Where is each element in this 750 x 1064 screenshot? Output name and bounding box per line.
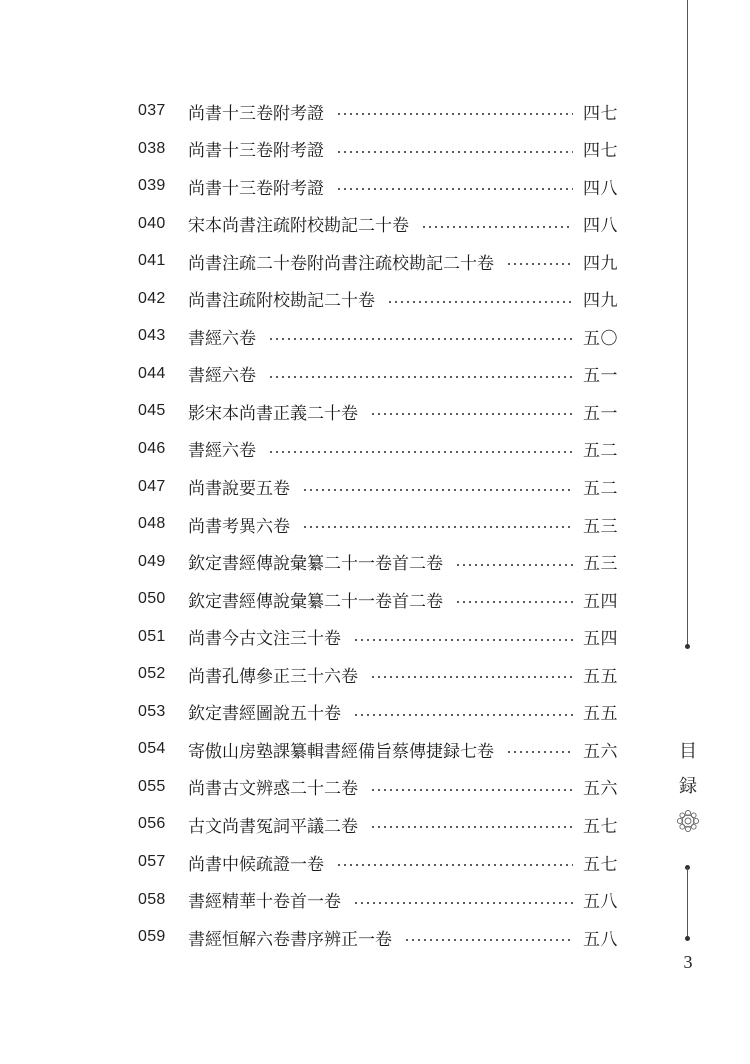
- entry-number: 059: [138, 928, 166, 946]
- entry-number: 045: [138, 402, 166, 420]
- entry-page: 五八: [583, 929, 618, 950]
- side-rule-dot-bottom: [685, 936, 690, 941]
- entry-title: 欽定書經傳說彙纂二十一卷首二卷: [188, 554, 443, 575]
- toc-entry: [138, 472, 618, 502]
- leader-dots: [302, 526, 573, 528]
- entry-page: 五三: [583, 554, 618, 575]
- toc-entry: [138, 772, 618, 802]
- entry-page: 五六: [583, 741, 618, 762]
- leader-dots: [370, 789, 573, 791]
- toc-entry: [138, 584, 618, 614]
- toc-entry: [138, 509, 618, 539]
- entry-title: 尚書今古文注三十卷: [188, 629, 341, 650]
- entry-title: 尚書古文辨惑二十二卷: [188, 779, 358, 800]
- entry-number: 053: [138, 702, 166, 720]
- entry-title: 尚書十三卷附考證: [188, 141, 324, 162]
- entry-number: 057: [138, 853, 166, 870]
- leader-dots: [370, 676, 573, 678]
- entry-page: 五五: [583, 666, 618, 687]
- toc-entry: [138, 396, 618, 426]
- toc-entry: [138, 246, 618, 276]
- entry-title: 宋本尚書注疏附校勘記二十卷: [188, 216, 409, 237]
- toc-entry: [138, 134, 618, 164]
- entry-title: 尚書十三卷附考證: [188, 103, 324, 124]
- leader-dots: [336, 864, 573, 866]
- entry-page: 五五: [583, 704, 618, 725]
- entry-title: 寄傲山房塾課纂輯書經備旨蔡傳捷録七卷: [188, 741, 494, 762]
- entry-page: 四九: [583, 253, 618, 274]
- side-label-lu: 録: [679, 776, 697, 797]
- entry-page: 五七: [583, 854, 618, 875]
- leader-dots: [336, 151, 573, 153]
- entry-title: 欽定書經圖說五十卷: [188, 704, 341, 725]
- toc-entry: [138, 622, 618, 652]
- side-rule-top: [687, 0, 688, 646]
- entry-page: 四九: [583, 291, 618, 312]
- entry-number: 038: [138, 139, 166, 157]
- toc-entry: [138, 434, 618, 464]
- leader-dots: [353, 714, 573, 716]
- entry-title: 尚書注疏附校勘記二十卷: [188, 291, 375, 312]
- entry-page: 五一: [583, 403, 618, 424]
- entry-number: 056: [138, 815, 166, 833]
- entry-page: 五二: [583, 479, 618, 499]
- entry-title: 書經六卷: [188, 441, 256, 462]
- toc-entry: [138, 659, 618, 689]
- entry-page: 四八: [583, 216, 618, 237]
- toc-entry: [138, 96, 618, 126]
- toc-entry: [138, 284, 618, 314]
- entry-page: 五一: [583, 366, 618, 387]
- entry-title: 影宋本尚書正義二十卷: [188, 403, 358, 424]
- leader-dots: [387, 301, 573, 303]
- leader-dots: [421, 226, 573, 228]
- entry-number: 039: [138, 177, 166, 195]
- entry-number: 048: [138, 515, 166, 532]
- leader-dots: [336, 188, 573, 190]
- entry-title: 尚書說要五卷: [188, 479, 290, 499]
- entry-page: 五八: [583, 892, 618, 912]
- toc-entry: [138, 359, 618, 389]
- entry-title: 書經精華十卷首一卷: [188, 892, 341, 912]
- entry-page: 五四: [583, 591, 618, 612]
- entry-title: 尚書中候疏證一卷: [188, 854, 324, 875]
- entry-title: 尚書孔傳參正三十六卷: [188, 666, 358, 687]
- entry-title: 尚書十三卷附考證: [188, 178, 324, 199]
- entry-number: 042: [138, 289, 166, 307]
- page-number: 3: [683, 952, 693, 972]
- leader-dots: [302, 489, 573, 491]
- entry-page: 四八: [583, 178, 618, 199]
- entry-number: 041: [138, 252, 166, 270]
- toc-entry: [138, 734, 618, 764]
- leader-dots: [370, 826, 573, 828]
- entry-title: 古文尚書冤詞平議二卷: [188, 816, 358, 837]
- entry-number: 046: [138, 439, 166, 457]
- entry-number: 044: [138, 364, 166, 382]
- entry-page: 五六: [583, 779, 618, 800]
- leader-dots: [336, 113, 573, 115]
- toc-entry: [138, 547, 618, 577]
- entry-number: 037: [138, 102, 166, 119]
- entry-number: 058: [138, 890, 166, 908]
- leader-dots: [370, 413, 573, 415]
- side-label-mu: 目: [679, 741, 697, 762]
- floral-ornament-icon: [675, 808, 701, 834]
- leader-dots: [353, 639, 573, 641]
- leader-dots: [268, 451, 573, 453]
- entry-number: 040: [138, 214, 166, 232]
- entry-page: 五二: [583, 441, 618, 462]
- entry-page: 四七: [583, 103, 618, 124]
- entry-title: 尚書考異六卷: [188, 516, 290, 537]
- toc-entry: [138, 885, 618, 915]
- toc-entry: [138, 809, 618, 839]
- leader-dots: [455, 564, 573, 566]
- entry-page: 四七: [583, 141, 618, 162]
- leader-dots: [506, 263, 573, 265]
- entry-page: 五〇: [583, 328, 618, 349]
- entry-title: 書經六卷: [188, 328, 256, 349]
- entry-title: 欽定書經傳說彙纂二十一卷首二卷: [188, 591, 443, 612]
- entry-title: 書經六卷: [188, 366, 256, 387]
- entry-number: 052: [138, 665, 166, 683]
- leader-dots: [268, 376, 573, 378]
- entry-number: 055: [138, 777, 166, 795]
- side-rule-bottom: [687, 868, 688, 938]
- leader-dots: [455, 601, 573, 603]
- entry-page: 五三: [583, 516, 618, 537]
- entry-title: 書經恒解六卷書序辨正一卷: [188, 929, 392, 950]
- entry-number: 054: [138, 740, 166, 758]
- entry-page: 五七: [583, 816, 618, 837]
- toc-entry: [138, 209, 618, 239]
- entry-number: 051: [138, 627, 166, 645]
- leader-dots: [268, 338, 573, 340]
- leader-dots: [404, 939, 573, 941]
- toc-entry: [138, 321, 618, 351]
- toc-entry: [138, 171, 618, 201]
- entry-number: 049: [138, 552, 166, 570]
- toc-entry: [138, 847, 618, 877]
- entry-page: 五四: [583, 629, 618, 650]
- leader-dots: [506, 751, 573, 753]
- leader-dots: [353, 902, 573, 904]
- entry-number: 047: [138, 477, 166, 495]
- entry-number: 043: [138, 327, 166, 345]
- toc-entry: [138, 922, 618, 952]
- entry-title: 尚書注疏二十卷附尚書注疏校勘記二十卷: [188, 253, 494, 274]
- side-rule-dot-top: [685, 644, 690, 649]
- toc-entry: [138, 697, 618, 727]
- entry-number: 050: [138, 590, 166, 608]
